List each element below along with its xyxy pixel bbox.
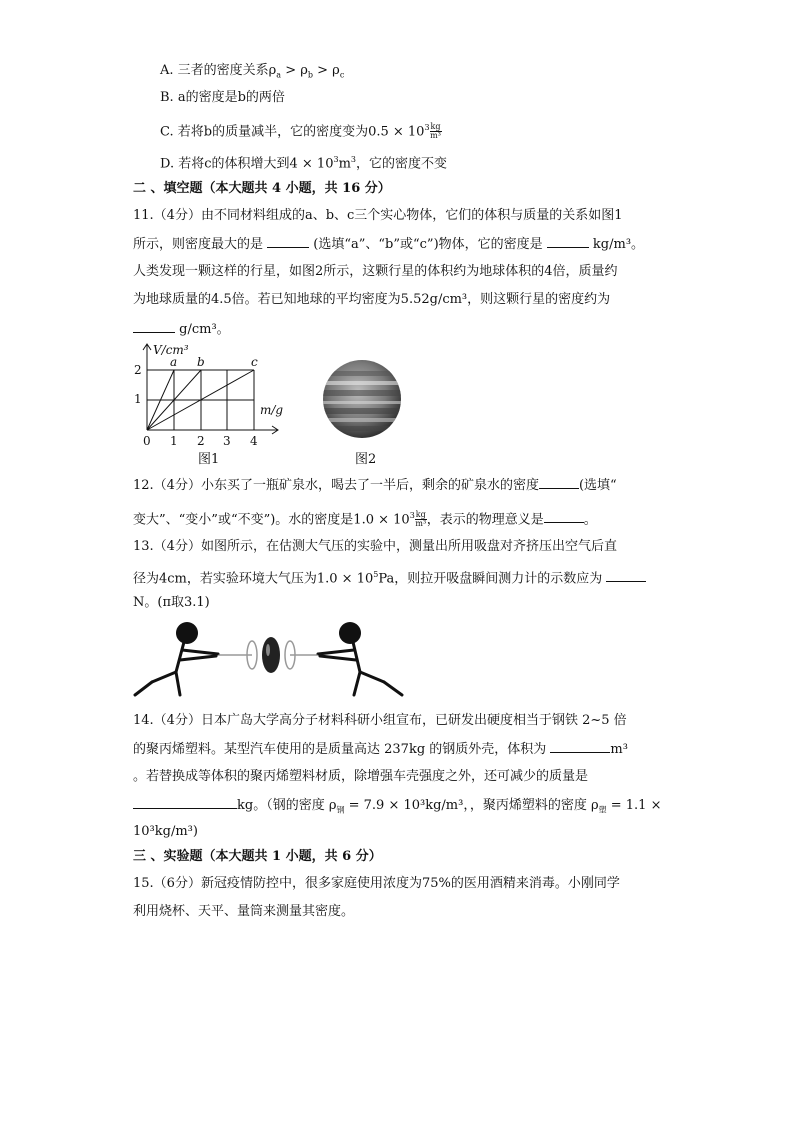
- y-tick: 1: [134, 392, 142, 406]
- q15-line2: 利用烧杯、天平、量筒来测量其密度。: [133, 904, 355, 919]
- answer-blank[interactable]: [133, 796, 237, 809]
- q11-line5: g/cm³。: [133, 320, 230, 339]
- answer-blank[interactable]: [267, 235, 309, 248]
- q11-line1: 11.（4分）由不同材料组成的a、b、c三个实心物体，它们的体积与质量的关系如图1: [133, 208, 623, 223]
- section-heading-fill-blank: 二 、填空题（本大题共 4 小题，共 16 分）: [133, 181, 391, 196]
- q14-line5: 10³kg/m³): [133, 824, 198, 839]
- answer-blank[interactable]: [133, 320, 175, 333]
- q15-line1: 15.（6分）新冠疫情防控中，很多家庭使用浓度为75%的医用酒精来消毒。小刚同学: [133, 876, 620, 891]
- answer-blank[interactable]: [606, 569, 646, 582]
- q14-line2: 的聚丙烯塑料。某型汽车使用的是质量高达 237kg 的钢质外壳，体积为 m³: [133, 742, 628, 757]
- y-axis-label: V/cm³: [153, 343, 189, 357]
- x-tick: 1: [170, 433, 178, 448]
- q14-line3: 。若替换成等体积的聚丙烯塑料材质，除增强车壳强度之外，还可减少的质量是: [133, 769, 589, 784]
- x-axis-label: m/g: [260, 403, 284, 417]
- figure-1-caption: 图1: [198, 452, 220, 467]
- x-tick: 2: [197, 433, 205, 448]
- x-tick: 0: [143, 433, 151, 448]
- figure-2-caption: 图2: [355, 452, 377, 467]
- section-heading-experiment: 三 、实验题（本大题共 1 小题，共 6 分）: [133, 849, 382, 864]
- q11-line3: 人类发现一颗这样的行星，如图2所示，这颗行星的体积约为地球体积的4倍，质量约: [133, 264, 618, 279]
- q12-line2: 变大”、“变小”或“不变”)。水的密度是$1.0 \times 10^3$ $\frac{kg}{\text{m³}}$ ，表示的物理意义是 。: [133, 510, 597, 529]
- x-tick: 3: [223, 433, 231, 448]
- suction-cup-pull-illustration: [130, 618, 410, 702]
- answer-blank[interactable]: [544, 510, 584, 523]
- answer-blank[interactable]: [539, 476, 579, 489]
- figure-1-graph: [130, 340, 290, 448]
- line-label-c: c: [251, 355, 258, 369]
- q14-line1: 14.（4分）日本广岛大学高分子材料科研小组宣布，已研发出硬度相当于钢铁 2~5 倍: [133, 713, 627, 728]
- suction-cups: [262, 637, 280, 673]
- q14-line4: kg。（钢的密度 $\rho_钢 = 7.9 \times 10^3kg/m^3$，，聚丙烯塑料的密度 $\rho_塑 = 1.1$ ×: [133, 796, 661, 820]
- option-d: D. 若将c的体积增大到$4 \times 10^3m^3$，它的密度不变: [160, 155, 448, 172]
- option-c: C. 若将b的质量减半，它的密度变为$0.5 \times 10^3$ $\frac{kg}{\text{m³}}$: [160, 122, 441, 141]
- q13-line3: N。(π取3.1): [133, 595, 210, 610]
- line-label-a: a: [170, 355, 178, 369]
- q13-line2: 径为4cm，若实验环境大气压为$1.0 \times 10^5Pa$，则拉开吸盘瞬间测力计的示数应为: [133, 566, 646, 588]
- q13-line1: 13.（4分）如图所示，在估测大气压的实验中，测量出所用吸盘对齐挤压出空气后直: [133, 539, 617, 554]
- right-figure-head: [339, 622, 361, 644]
- x-tick: 4: [250, 433, 258, 448]
- q11-line2: 所示，则密度最大的是 (选填“a”、“b”或“c”)物体，它的密度是 kg/m³。: [133, 237, 645, 252]
- answer-blank[interactable]: [547, 235, 589, 248]
- q11-line4: 为地球质量的4.5倍。若已知地球的平均密度为5.52g/cm³，则这颗行星的密度约为: [133, 292, 611, 307]
- line-label-b: b: [197, 355, 205, 369]
- answer-blank[interactable]: [550, 740, 610, 753]
- option-a: A. 三者的密度关系$\rho_a > \rho_b > \rho_c$: [160, 63, 345, 80]
- option-b: B. a的密度是b的两倍: [160, 90, 285, 105]
- q12-line1: 12.（4分）小东买了一瓶矿泉水，喝去了一半后，剩余的矿泉水的密度 (选填“: [133, 478, 617, 493]
- left-figure-head: [176, 622, 198, 644]
- y-tick: 2: [134, 363, 142, 377]
- figure-2-planet-image: [320, 357, 404, 441]
